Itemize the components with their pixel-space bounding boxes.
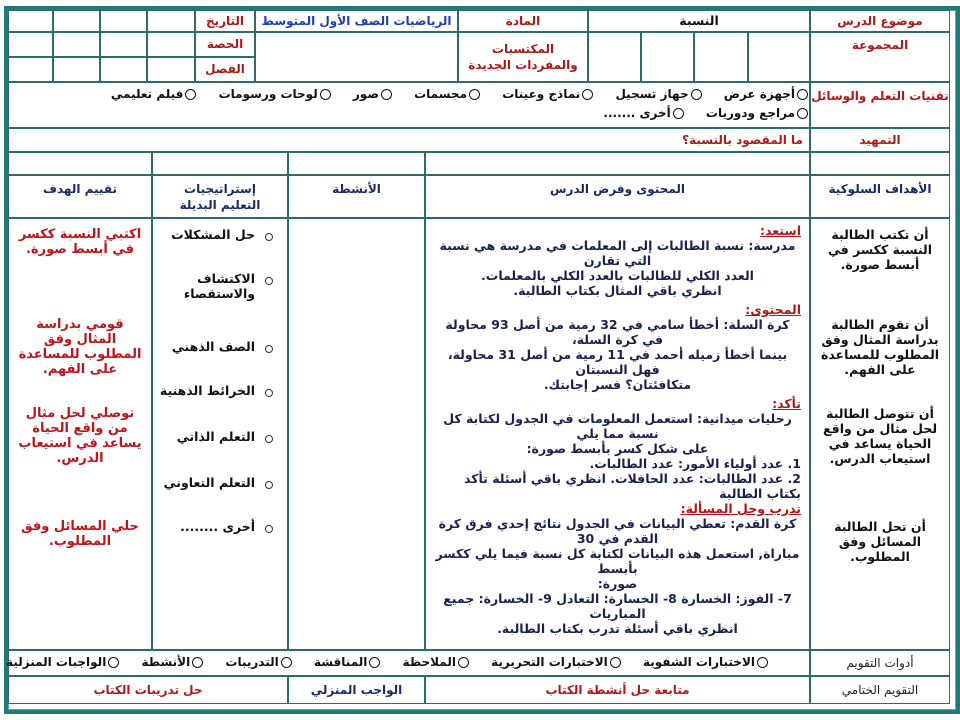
final-evaluation-value: متابعة حل أنشطة الكتاب xyxy=(425,676,810,704)
activities-column[interactable] xyxy=(288,218,425,650)
column-header-activities: الأنشطة xyxy=(288,175,425,218)
date-cell-1[interactable] xyxy=(147,10,195,32)
topic-label: موضوع الدرس xyxy=(810,10,950,32)
radio-circle-icon xyxy=(610,657,621,668)
assessment-tools-options xyxy=(0,655,768,669)
objectives-column xyxy=(810,218,950,650)
techniques-options xyxy=(93,87,808,101)
date-cell-3[interactable] xyxy=(53,10,100,32)
evaluation-2: قومي بدراسة المثال وفق المطلوب للمساعدة على الفهم. xyxy=(18,317,142,377)
bullet-circle-icon xyxy=(265,389,273,397)
strategy-item[interactable]: التعلم التعاوني xyxy=(153,475,273,519)
radio-circle-icon xyxy=(192,657,203,668)
column-header-content: المحتوى وفرض الدرس xyxy=(425,175,810,218)
section-title-practice: تدرب وحل المسألة: xyxy=(680,501,801,516)
evaluation-4: حلي المسائل وفق المطلوب. xyxy=(21,519,139,549)
bullet-circle-icon xyxy=(265,277,273,285)
content-column: استعد: مدرسة: نسبة الطالبات إلى المعلمات في مدرسة هي نسبة التي تقارن العدد الكلي للطالبات بالعدد الكلي بالمعلمات. انظري باقي المثال بكتاب الطالبة. المحتوى: كرة السلة: أخطأ سامي في 32 رمية من أصل 93 محاولة في كرة السلة، بينما أخطأ زميله أحمد في 11 رمية من أصل 31 محاولة، فهل النسبتان متكافئتان؟ فسر إجابتك. تأكد: رحليات ميدانية: استعمل المعلومات في الجدول لكتابة كل نسبة مما يلي على شكل كسر بأبسط صورة: 1. عدد أولياء الأمور: عدد الطالبات. 2. عدد الطالبات: عدد الحافلات. انظري باقي أسئلة تأكد بكتاب الطالبة تدرب وحل المسألة: كرة القدم: تعطي البيانات في الجدول نتائج إحدي فرق كرة القدم في 30 مباراة, استعمل هذه البيانات لكتابة كل نسبة فيما يلي ككسر بأبسط صورة: 7- الفوز: الخسارة 8- الخسارة: التعادل 9- الخسارة: جميع المباريات انظري باقي أسئلة تدرب بكتاب الطالبة. xyxy=(425,218,810,650)
bullet-circle-icon xyxy=(265,435,273,443)
evaluation-1: اكتبي النسبة ككسر في أبسط صورة. xyxy=(18,227,142,257)
strategy-item[interactable]: حل المشكلات xyxy=(153,227,273,271)
blank-cell xyxy=(288,152,425,175)
group-cell-3[interactable] xyxy=(641,32,694,82)
strategy-item[interactable]: التعلم الذاتي xyxy=(153,429,273,475)
radio-circle-icon xyxy=(797,89,808,100)
period-cell-4[interactable] xyxy=(8,32,53,57)
class-label: الفصل xyxy=(195,57,255,82)
period-cell-2[interactable] xyxy=(100,32,147,57)
radio-circle-icon xyxy=(757,657,768,668)
option-other[interactable]: أخرى ....... xyxy=(603,106,683,120)
evaluation-3: توصلي لحل مثال من واقع الحياة يساعد في استيعاب الدرس. xyxy=(18,406,142,466)
objective-3: أن تتوصل الطالبة لحل مثال من واقع الحياة يساعد في استيعاب الدرس. xyxy=(822,406,938,466)
date-cell-4[interactable] xyxy=(8,10,53,32)
section-title-prepare: استعد: xyxy=(760,223,801,238)
radio-circle-icon xyxy=(369,657,380,668)
section-title-content: المحتوى: xyxy=(745,302,801,317)
option-recorder[interactable]: جهاز تسجيل xyxy=(615,87,701,101)
date-cell-2[interactable] xyxy=(100,10,147,32)
homework-value: حل تدريبات الكتاب xyxy=(8,676,288,704)
tool-written-tests[interactable]: الاختبارات التحريرية xyxy=(491,655,621,669)
strategy-item[interactable]: الاكتشاف والاستقصاء xyxy=(193,271,273,339)
period-cell-3[interactable] xyxy=(53,32,100,57)
group-cell-1[interactable] xyxy=(748,32,810,82)
class-cell-4[interactable] xyxy=(8,57,53,82)
period-cell-1[interactable] xyxy=(147,32,195,57)
radio-circle-icon xyxy=(108,657,119,668)
radio-circle-icon xyxy=(469,89,480,100)
tool-activities[interactable]: الأنشطة xyxy=(142,655,204,669)
bullet-circle-icon xyxy=(265,481,273,489)
bullet-circle-icon xyxy=(265,345,273,353)
blank-cell xyxy=(425,152,810,175)
radio-circle-icon xyxy=(582,89,593,100)
class-cell-2[interactable] xyxy=(100,57,147,82)
option-models[interactable]: نماذج وعينات xyxy=(502,87,593,101)
option-solids[interactable]: مجسمات xyxy=(414,87,480,101)
techniques-options-row2 xyxy=(585,106,808,120)
column-header-objectives: الأهداف السلوكية xyxy=(810,175,950,218)
strategy-item[interactable]: الصف الذهني xyxy=(153,339,273,383)
group-label: المجموعة xyxy=(810,32,950,82)
group-cell-2[interactable] xyxy=(694,32,748,82)
column-header-evaluation: تقييم الهدف xyxy=(8,175,152,218)
tool-exercises[interactable]: التدريبات xyxy=(225,655,291,669)
tool-homework[interactable]: الواجبات المنزلية xyxy=(6,655,119,669)
radio-circle-icon xyxy=(673,108,684,119)
topic-value: النسبة xyxy=(588,10,810,32)
evaluation-column xyxy=(8,218,152,650)
date-label: التاريخ xyxy=(195,10,255,32)
radio-circle-icon xyxy=(281,657,292,668)
group-cell-4[interactable] xyxy=(588,32,641,82)
option-boards[interactable]: لوحات ورسومات xyxy=(219,87,331,101)
option-projectors[interactable]: أجهزة عرض xyxy=(724,87,808,101)
subject-value: الرياضيات الصف الأول المتوسط xyxy=(255,10,458,32)
radio-circle-icon xyxy=(185,89,196,100)
bullet-circle-icon xyxy=(265,525,273,533)
objective-4: أن تحل الطالبة المسائل وفق المطلوب. xyxy=(834,519,926,564)
radio-circle-icon xyxy=(381,89,392,100)
blank-cell xyxy=(810,152,950,175)
objective-1: أن تكتب الطالبة النسبة ككسر في أبسط صورة. xyxy=(827,227,933,272)
vocab-value[interactable] xyxy=(255,32,458,82)
option-film[interactable]: فيلم تعليمي xyxy=(111,87,197,101)
period-label: الحصة xyxy=(195,32,255,57)
class-cell-3[interactable] xyxy=(53,57,100,82)
radio-circle-icon xyxy=(320,89,331,100)
strategies-column xyxy=(152,218,288,650)
strategy-item[interactable]: الخرائط الذهنية xyxy=(153,383,273,429)
radio-circle-icon xyxy=(691,89,702,100)
objective-2: أن تقوم الطالبة بدراسة المثال وفق المطلوب للمساعدة على الفهم. xyxy=(820,317,940,377)
class-cell-1[interactable] xyxy=(147,57,195,82)
vocab-label: المكتسبات والمفردات الجديدة xyxy=(458,32,588,82)
intro-value: ما المقصود بالنسبة؟ xyxy=(8,128,810,152)
strategy-item[interactable]: أخرى ........ xyxy=(153,519,273,559)
tool-oral-tests[interactable]: الاختبارات الشفوية xyxy=(643,655,768,669)
option-references[interactable]: مراجع ودوريات xyxy=(706,106,808,120)
tool-discussion[interactable]: المناقشة xyxy=(314,655,380,669)
radio-circle-icon xyxy=(797,108,808,119)
final-evaluation-label: التقويم الختامي xyxy=(810,676,950,704)
subject-label: المادة xyxy=(458,10,588,32)
blank-cell xyxy=(8,152,152,175)
section-title-check: تأكد: xyxy=(772,396,801,411)
blank-cell xyxy=(152,152,288,175)
option-images[interactable]: صور xyxy=(353,87,392,101)
intro-label: التمهيد xyxy=(810,128,950,152)
bullet-circle-icon xyxy=(265,233,273,241)
techniques-label: تقنيات التعلم والوسائل xyxy=(810,82,950,128)
tool-observation[interactable]: الملاحظة xyxy=(403,655,469,669)
column-header-strategies: إستراتيجيات التعليم البديلة xyxy=(152,175,288,218)
homework-label: الواجب المنزلي xyxy=(288,676,425,704)
radio-circle-icon xyxy=(458,657,469,668)
assessment-tools-label: أدوات التقويم xyxy=(810,650,950,676)
